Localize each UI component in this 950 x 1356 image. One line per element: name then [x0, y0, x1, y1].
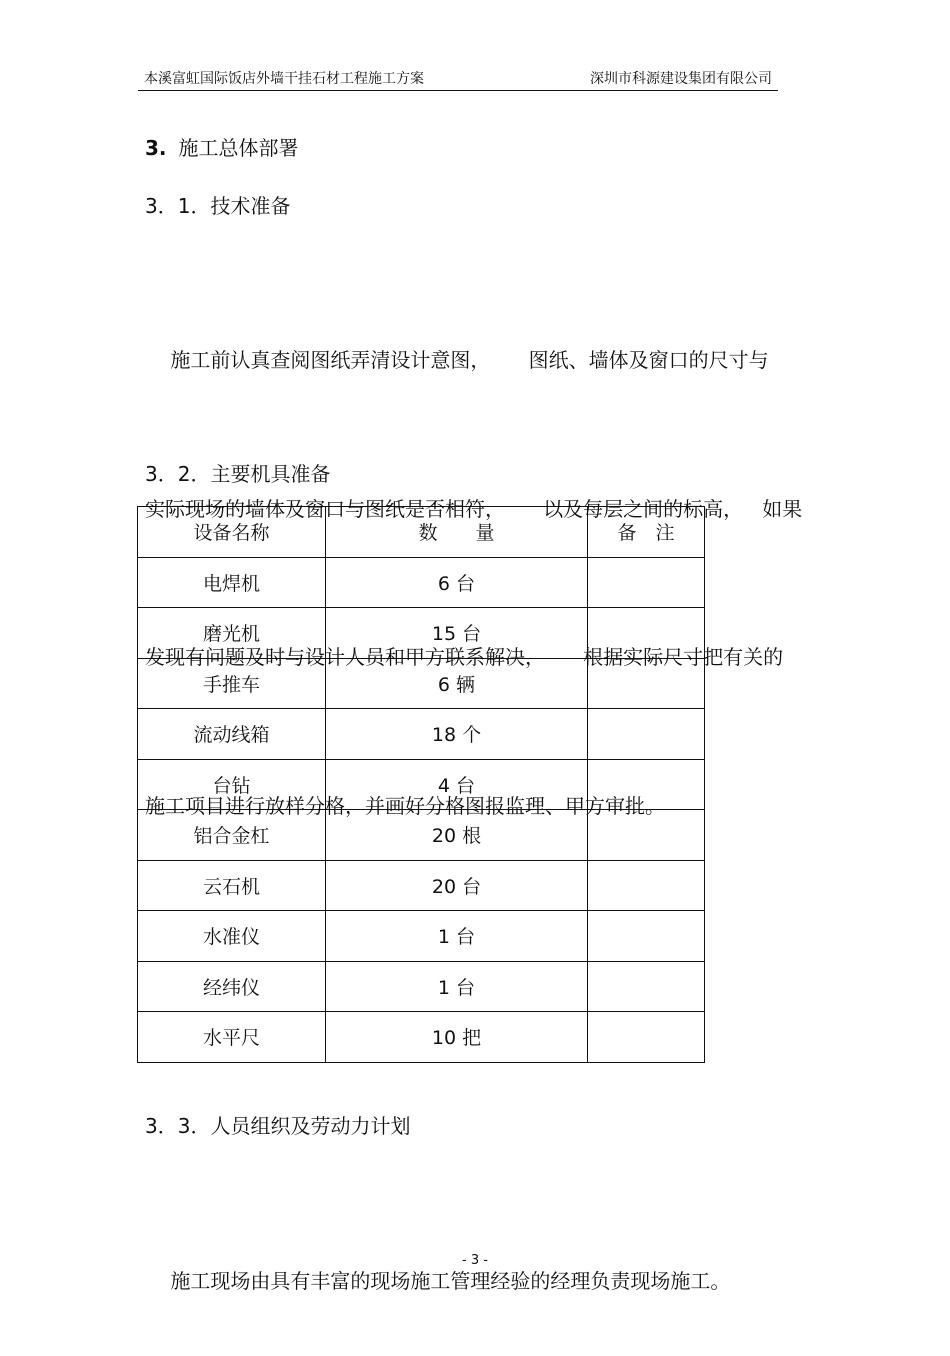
paragraph-line: 施工前认真查阅图纸弄清设计意图， 图纸、墙体及窗口的尺寸与: [145, 348, 769, 372]
equipment-name: 电焊机: [138, 557, 326, 608]
table-row: [138, 759, 705, 810]
equipment-remark: [588, 759, 705, 810]
header-rule: [138, 90, 778, 91]
equipment-name: 水平尺: [138, 1012, 326, 1063]
page-number: - 3 -: [462, 1253, 488, 1268]
equipment-quantity: 10 把: [326, 1012, 588, 1063]
equipment-name: 经纬仪: [138, 961, 326, 1012]
section-heading: [145, 132, 299, 161]
equipment-name: 铝合金杠: [138, 810, 326, 861]
equipment-name: 水准仪: [138, 911, 326, 962]
equipment-quantity: 1 台: [326, 961, 588, 1012]
equipment-table: [137, 506, 705, 1063]
equipment-quantity: 4 台: [326, 759, 588, 810]
table-row: [138, 608, 705, 659]
equipment-quantity: 1 台: [326, 911, 588, 962]
table-row: [138, 1012, 705, 1063]
subsection-heading-tech: 3．1．技术准备: [145, 194, 291, 218]
table-row: [138, 911, 705, 962]
equipment-remark: [588, 860, 705, 911]
equipment-remark: [588, 557, 705, 608]
subsection-heading-personnel: 3．3．人员组织及劳动力计划: [145, 1114, 411, 1138]
page-header-left: 本溪富虹国际饭店外墙干挂石材工程施工方案: [144, 71, 424, 87]
paragraph-line: 发现有问题及时与设计人员和甲方联系解决， 根据实际尺寸把有关的: [145, 645, 784, 669]
subsection-heading-equipment: 3．2．主要机具准备: [145, 462, 331, 486]
equipment-remark: [588, 961, 705, 1012]
equipment-name: 磨光机: [138, 608, 326, 659]
section-title: 施工总体部署: [178, 136, 299, 160]
column-header: 设备名称: [138, 507, 326, 558]
table-row: [138, 961, 705, 1012]
equipment-remark: [588, 911, 705, 962]
equipment-remark: [588, 709, 705, 760]
paragraph-line: 施工现场由具有丰富的现场施工管理经验的经理负责现场施工。: [145, 1269, 731, 1293]
equipment-remark: [588, 658, 705, 709]
paragraph-line: 实际现场的墙体及窗口与图纸是否相符， 以及每层之间的标高， 如果: [145, 496, 803, 521]
page-header-right: 深圳市科源建设集团有限公司: [590, 71, 772, 87]
equipment-quantity: 15 台: [326, 608, 588, 659]
table-header-row: [138, 507, 705, 558]
table-row: [138, 658, 705, 709]
equipment-quantity: 20 台: [326, 860, 588, 911]
equipment-remark: [588, 810, 705, 861]
equipment-quantity: 20 根: [326, 810, 588, 861]
section-number: 3.: [145, 136, 167, 160]
equipment-name: 云石机: [138, 860, 326, 911]
equipment-quantity: 6 辆: [326, 658, 588, 709]
paragraph-line: 施工项目进行放样分格，并画好分格图报监理、甲方审批。: [145, 793, 665, 818]
table-row: [138, 860, 705, 911]
equipment-quantity: 6 台: [326, 557, 588, 608]
equipment-name: 流动线箱: [138, 709, 326, 760]
equipment-quantity: 18 个: [326, 709, 588, 760]
column-header: 数 量: [326, 507, 588, 558]
table-row: [138, 557, 705, 608]
equipment-remark: [588, 608, 705, 659]
column-header: 备 注: [588, 507, 705, 558]
table-row: [138, 810, 705, 861]
equipment-remark: [588, 1012, 705, 1063]
table-row: [138, 709, 705, 760]
equipment-name: 手推车: [138, 658, 326, 709]
equipment-name: 台钻: [138, 759, 326, 810]
